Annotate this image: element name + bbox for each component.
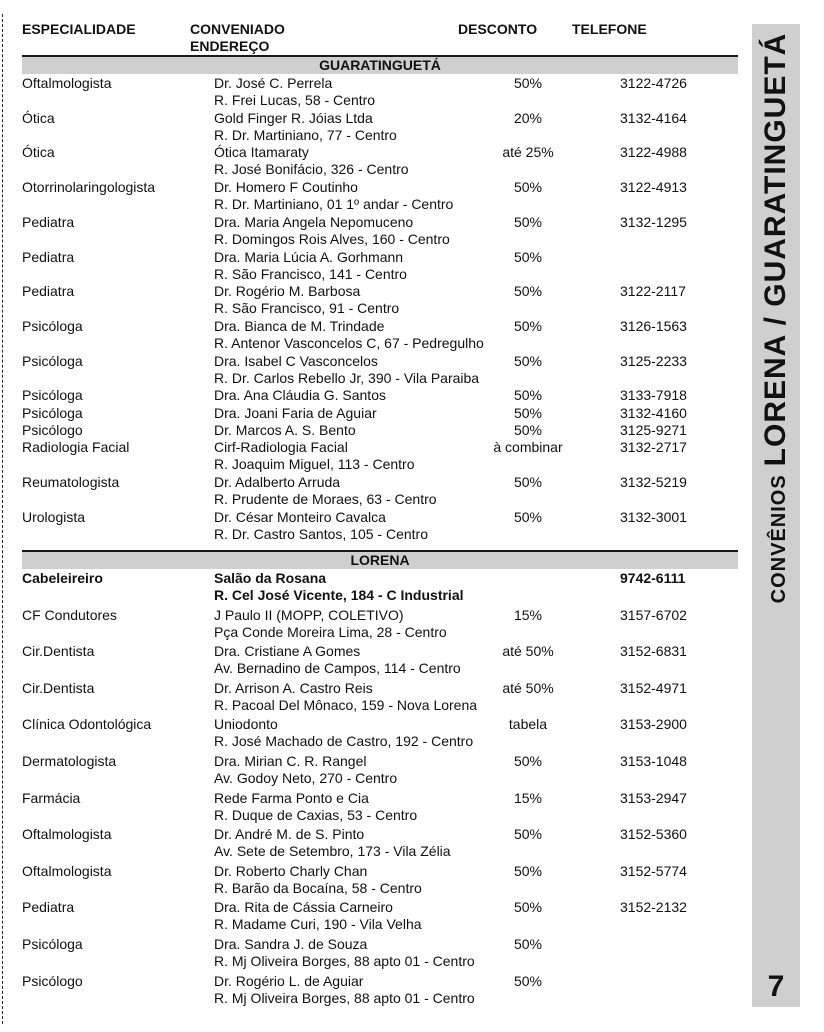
endereco-cell: Av. Sete de Setembro, 173 - Vila Zélia xyxy=(214,843,451,860)
conveniado-cell: Dra. Ana Cláudia G. Santos xyxy=(214,387,386,404)
especialidade-cell: Cabeleireiro xyxy=(22,570,103,586)
especialidade-cell: Ótica xyxy=(22,109,55,126)
endereco-cell: R. Dr. Carlos Rebello Jr, 390 - Vila Paraiba xyxy=(214,369,480,386)
conveniado-cell: Dr. Rogério L. de Aguiar xyxy=(214,972,364,989)
table-row xyxy=(22,899,738,933)
conveniado-cell: Dr. Roberto Charly Chan xyxy=(214,862,368,879)
conveniado-cell: Salão da Rosana xyxy=(214,570,327,586)
desconto-cell: 50% xyxy=(513,248,543,265)
endereco-cell: R. Dr. Castro Santos, 105 - Centro xyxy=(214,525,428,542)
header-desconto: DESCONTO xyxy=(458,21,538,37)
desconto-cell: 50% xyxy=(513,352,543,369)
table-row xyxy=(22,318,738,352)
table-row xyxy=(22,753,738,787)
desconto-cell: 50% xyxy=(513,972,543,989)
telefone-cell: 3132-1295 xyxy=(620,213,687,230)
table-row xyxy=(22,826,738,860)
table-row xyxy=(22,509,738,543)
telefone-cell: 9742-6111 xyxy=(620,570,686,586)
desconto-cell: 50% xyxy=(513,387,543,404)
telefone-cell: 3122-2117 xyxy=(620,283,686,300)
desconto-cell: até 25% xyxy=(502,144,554,161)
table-row xyxy=(22,790,738,824)
desconto-cell: tabela xyxy=(508,716,548,733)
especialidade-cell: Oftalmologista xyxy=(22,75,112,91)
table-row xyxy=(22,570,738,604)
especialidade-cell: Radiologia Facial xyxy=(22,439,130,456)
conveniado-cell: Dr. Arrison A. Castro Reis xyxy=(214,679,373,696)
especialidade-cell: Ótica xyxy=(22,144,55,161)
side-title xyxy=(759,33,793,604)
section-bar: GUARATINGUETÁ xyxy=(22,55,738,74)
table-row xyxy=(22,144,738,178)
header-telefone: TELEFONE xyxy=(572,21,647,37)
conveniado-cell: Dr. José C. Perrela xyxy=(214,75,333,91)
desconto-cell: 50% xyxy=(513,936,543,952)
desconto-cell: 50% xyxy=(513,899,543,916)
especialidade-cell: Urologista xyxy=(22,508,86,525)
table-row xyxy=(22,643,738,677)
endereco-cell: R. São Francisco, 141 - Centro xyxy=(214,265,407,282)
desconto-cell: 50% xyxy=(513,283,543,300)
side-title-small: CONVÊNIOS xyxy=(768,474,790,604)
desconto-cell: 50% xyxy=(513,862,543,879)
telefone-cell: 3153-2900 xyxy=(620,716,687,733)
especialidade-cell: Oftalmologista xyxy=(22,826,112,843)
table-row xyxy=(22,439,738,473)
endereco-cell: R. José Bonifácio, 326 - Centro xyxy=(214,161,409,178)
table-row xyxy=(22,863,738,897)
endereco-cell: R. Madame Curi, 190 - Vila Velha xyxy=(214,916,422,933)
telefone-cell: 3153-1048 xyxy=(620,753,687,769)
conveniado-cell: Dra. Sandra J. de Souza xyxy=(214,936,368,952)
telefone-cell: 3132-4164 xyxy=(620,109,687,126)
especialidade-cell: Psicóloga xyxy=(22,317,83,334)
table-row xyxy=(22,936,738,970)
telefone-cell: 3133-7918 xyxy=(620,387,687,404)
conveniado-cell: Dr. Homero F Coutinho xyxy=(214,179,358,196)
conveniado-cell: Rede Farma Ponto e Cia xyxy=(214,789,369,806)
telefone-cell: 3152-5360 xyxy=(620,826,687,843)
endereco-cell: R. Cel José Vicente, 184 - C Industrial xyxy=(214,587,464,603)
telefone-cell: 3126-1563 xyxy=(620,317,687,334)
especialidade-cell: Oftalmologista xyxy=(22,862,112,879)
table-row xyxy=(22,249,738,283)
endereco-cell: R. Mj Oliveira Borges, 88 apto 01 - Centro xyxy=(214,953,475,969)
telefone-cell: 3153-2947 xyxy=(620,789,687,806)
telefone-cell: 3132-5219 xyxy=(620,473,687,490)
conveniado-cell: Dra. Rita de Cássia Carneiro xyxy=(214,899,393,916)
table-row xyxy=(22,283,738,317)
conveniado-cell: Dra. Bianca de M. Trindade xyxy=(214,317,385,334)
desconto-cell: 50% xyxy=(513,404,543,421)
table-row xyxy=(22,353,738,387)
especialidade-cell: Psicóloga xyxy=(22,387,83,404)
endereco-cell: R. Pacoal Del Mônaco, 159 - Nova Lorena xyxy=(214,696,478,713)
especialidade-cell: Reumatologista xyxy=(22,473,120,490)
desconto-cell: 50% xyxy=(513,213,543,230)
especialidade-cell: Cir.Dentista xyxy=(22,679,95,696)
table-header xyxy=(22,21,742,55)
telefone-cell: 3132-3001 xyxy=(620,508,687,525)
endereco-cell: Av. Godoy Neto, 270 - Centro xyxy=(214,770,398,786)
especialidade-cell: Otorrinolaringologista xyxy=(22,179,156,196)
especialidade-cell: Pediatra xyxy=(22,248,75,265)
conveniado-cell: Dr. César Monteiro Cavalca xyxy=(214,508,386,525)
table-row xyxy=(22,110,738,144)
conveniado-cell: Dra. Mirian C. R. Rangel xyxy=(214,753,367,769)
endereco-cell: R. Domingos Rois Alves, 160 - Centro xyxy=(214,230,450,247)
desconto-cell: 15% xyxy=(513,606,543,623)
endereco-cell: R. Dr. Martiniano, 01 1º andar - Centro xyxy=(214,196,454,213)
table-row xyxy=(22,680,738,714)
especialidade-cell: Clínica Odontológica xyxy=(22,716,152,733)
conveniado-cell: Cirf-Radiologia Facial xyxy=(214,439,348,456)
especialidade-cell: Psicólogo xyxy=(22,421,83,438)
especialidade-cell: Cir.Dentista xyxy=(22,643,95,660)
table-row xyxy=(22,179,738,213)
telefone-cell: 3122-4726 xyxy=(620,75,687,91)
endereco-cell: R. Prudente de Moraes, 63 - Centro xyxy=(214,490,437,507)
desconto-cell: 50% xyxy=(513,473,543,490)
desconto-cell: 15% xyxy=(513,789,543,806)
desconto-cell: 50% xyxy=(513,317,543,334)
especialidade-cell: Pediatra xyxy=(22,283,75,300)
side-title-big: LORENA / GUARATINGUETÁ xyxy=(759,32,792,467)
conveniado-cell: Dra. Isabel C Vasconcelos xyxy=(214,352,378,369)
endereco-cell: R. Antenor Vasconcelos C, 67 - Pedregulho xyxy=(214,334,484,351)
header-especialidade: ESPECIALIDADE xyxy=(22,21,136,37)
endereco-cell: R. Barão da Bocaína, 58 - Centro xyxy=(214,879,422,896)
conveniado-cell: Dra. Maria Angela Nepomuceno xyxy=(214,213,414,230)
cut-line xyxy=(2,14,3,1024)
table-row xyxy=(22,75,738,109)
desconto-cell: 50% xyxy=(513,753,543,769)
desconto-cell: 50% xyxy=(513,421,543,438)
endereco-cell: Av. Bernadino de Campos, 114 - Centro xyxy=(214,660,461,677)
desconto-cell: 50% xyxy=(513,75,543,91)
header-endereco: ENDEREÇO xyxy=(190,38,270,54)
especialidade-cell: Dermatologista xyxy=(22,753,117,769)
conveniado-cell: Dra. Joani Faria de Aguiar xyxy=(214,404,377,421)
conveniado-cell: Dr. Adalberto Arruda xyxy=(214,473,341,490)
desconto-cell: 20% xyxy=(513,109,543,126)
telefone-cell: 3152-6831 xyxy=(620,643,687,660)
especialidade-cell: Pediatra xyxy=(22,899,75,916)
section-bar: LORENA xyxy=(22,550,738,569)
conveniado-cell: Gold Finger R. Jóias Ltda xyxy=(214,109,373,126)
endereco-cell: R. Joaquim Miguel, 113 - Centro xyxy=(214,456,415,473)
telefone-cell: 3157-6702 xyxy=(620,606,687,623)
table-row xyxy=(22,474,738,508)
endereco-cell: R. Frei Lucas, 58 - Centro xyxy=(214,92,376,108)
telefone-cell: 3152-5774 xyxy=(620,862,687,879)
conveniado-cell: Dra. Cristiane A Gomes xyxy=(214,643,361,660)
telefone-cell: 3132-4160 xyxy=(620,404,687,421)
endereco-cell: R. José Machado de Castro, 192 - Centro xyxy=(214,733,474,750)
conveniado-cell: Dra. Maria Lúcia A. Gorhmann xyxy=(214,248,404,265)
desconto-cell: à combinar xyxy=(493,439,563,456)
especialidade-cell: Pediatra xyxy=(22,213,75,230)
header-conveniado: CONVENIADO xyxy=(190,21,285,37)
conveniado-cell: Dr. Marcos A. S. Bento xyxy=(214,421,356,438)
conveniado-cell: Ótica Itamaraty xyxy=(214,144,309,161)
especialidade-cell: Psicóloga xyxy=(22,352,83,369)
endereco-cell: R. Dr. Martiniano, 77 - Centro xyxy=(214,126,397,143)
table-row xyxy=(22,607,738,641)
telefone-cell: 3122-4988 xyxy=(620,144,687,161)
table-row xyxy=(22,716,738,750)
especialidade-cell: Psicóloga xyxy=(22,404,83,421)
telefone-cell: 3125-9271 xyxy=(620,421,687,438)
page-number: 7 xyxy=(767,970,785,1003)
especialidade-cell: Psicólogo xyxy=(22,972,83,989)
table-row xyxy=(22,973,738,1007)
telefone-cell: 3152-4971 xyxy=(620,679,687,696)
endereco-cell: R. São Francisco, 91 - Centro xyxy=(214,300,400,317)
telefone-cell: 3132-2717 xyxy=(620,439,687,456)
desconto-cell: até 50% xyxy=(502,643,554,660)
telefone-cell: 3152-2132 xyxy=(620,899,687,916)
telefone-cell: 3122-4913 xyxy=(620,179,687,196)
conveniado-cell: Uniodonto xyxy=(214,716,278,733)
conveniado-cell: J Paulo II (MOPP, COLETIVO) xyxy=(214,606,404,623)
conveniado-cell: Dr. Rogério M. Barbosa xyxy=(214,283,361,300)
desconto-cell: até 50% xyxy=(502,679,554,696)
desconto-cell: 50% xyxy=(513,508,543,525)
especialidade-cell: CF Condutores xyxy=(22,606,117,623)
desconto-cell: 50% xyxy=(513,179,543,196)
endereco-cell: R. Mj Oliveira Borges, 88 apto 01 - Centro xyxy=(214,989,475,1006)
endereco-cell: Pça Conde Moreira Lima, 28 - Centro xyxy=(214,623,447,640)
table-row xyxy=(22,214,738,248)
conveniado-cell: Dr. André M. de S. Pinto xyxy=(214,826,365,843)
endereco-cell: R. Duque de Caxias, 53 - Centro xyxy=(214,806,418,823)
telefone-cell: 3125-2233 xyxy=(620,352,687,369)
desconto-cell: 50% xyxy=(513,826,543,843)
especialidade-cell: Farmácia xyxy=(22,789,81,806)
especialidade-cell: Psicóloga xyxy=(22,936,83,952)
